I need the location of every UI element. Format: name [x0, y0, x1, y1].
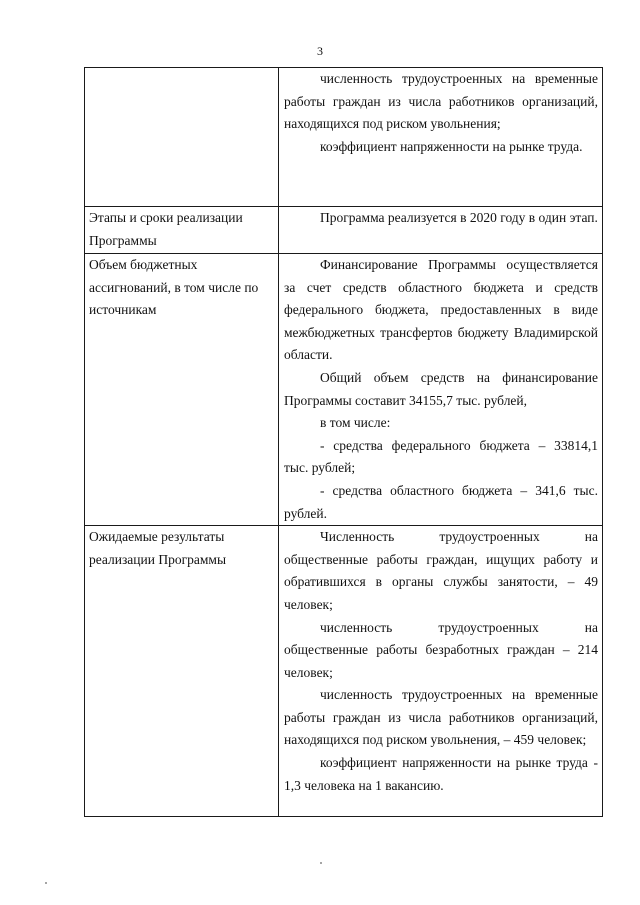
row-content-cell	[279, 526, 603, 817]
row-label: Объем бюджетных ассигнований, в том числе по источникам	[89, 257, 259, 318]
row-label: Ожидаемые результаты реализации Программы	[89, 529, 227, 567]
content-paragraph: коэффициент напряженности на рынке труда.	[320, 138, 583, 154]
row-content-cell	[279, 207, 603, 254]
content-paragraph: Общий объем средств на финансирование Программы составит 34155,7 тыс. рублей,	[284, 369, 598, 408]
table-row	[85, 68, 603, 207]
row-label: Этапы и сроки реализации Программы	[89, 210, 243, 248]
table-row	[85, 526, 603, 817]
content-paragraph: численность трудоустроенных на общественные работы безработных граждан – 214 человек;	[284, 619, 598, 680]
content-paragraph: коэффициент напряженности на рынке труда - 1,3 человека на 1 вакансию.	[284, 755, 598, 793]
row-label-cell	[85, 526, 279, 817]
row-content-cell	[279, 254, 603, 526]
content-paragraph: - средства федерального бюджета – 33814,1 тыс. рублей;	[284, 437, 598, 476]
page-number: 3	[317, 44, 323, 58]
row-label-cell	[85, 68, 279, 207]
row-content-cell	[279, 68, 603, 207]
content-paragraph: Программа реализуется в 2020 году в один этап.	[320, 210, 598, 225]
scan-speck	[320, 862, 322, 864]
row-label-cell	[85, 254, 279, 526]
scan-speck	[45, 882, 47, 884]
row-label-cell	[85, 207, 279, 254]
table-row	[85, 254, 603, 526]
content-paragraph: численность трудоустроенных на временные работы граждан из числа работников организаций, находящихся под риском увольнения, – 459 человек;	[284, 687, 598, 748]
content-paragraph: - средства областного бюджета – 341,6 тыс. рублей.	[284, 482, 598, 521]
table-row	[85, 207, 603, 254]
content-paragraph: в том числе:	[320, 415, 391, 431]
content-paragraph: Финансирование Программы осуществляется за счет средств областного бюджета и средств федерального бюджета, предоставленных в виде межбюджетных трансфертов бюджету Владимирской области.	[284, 257, 598, 363]
program-passport-table	[84, 67, 603, 817]
content-paragraph: Численность трудоустроенных на общественные работы граждан, ищущих работу и обратившихся в органы службы занятости, – 49 человек;	[284, 529, 598, 612]
content-paragraph: численность трудоустроенных на временные работы граждан из числа работников организаций, находящихся под риском увольнения;	[284, 71, 598, 132]
